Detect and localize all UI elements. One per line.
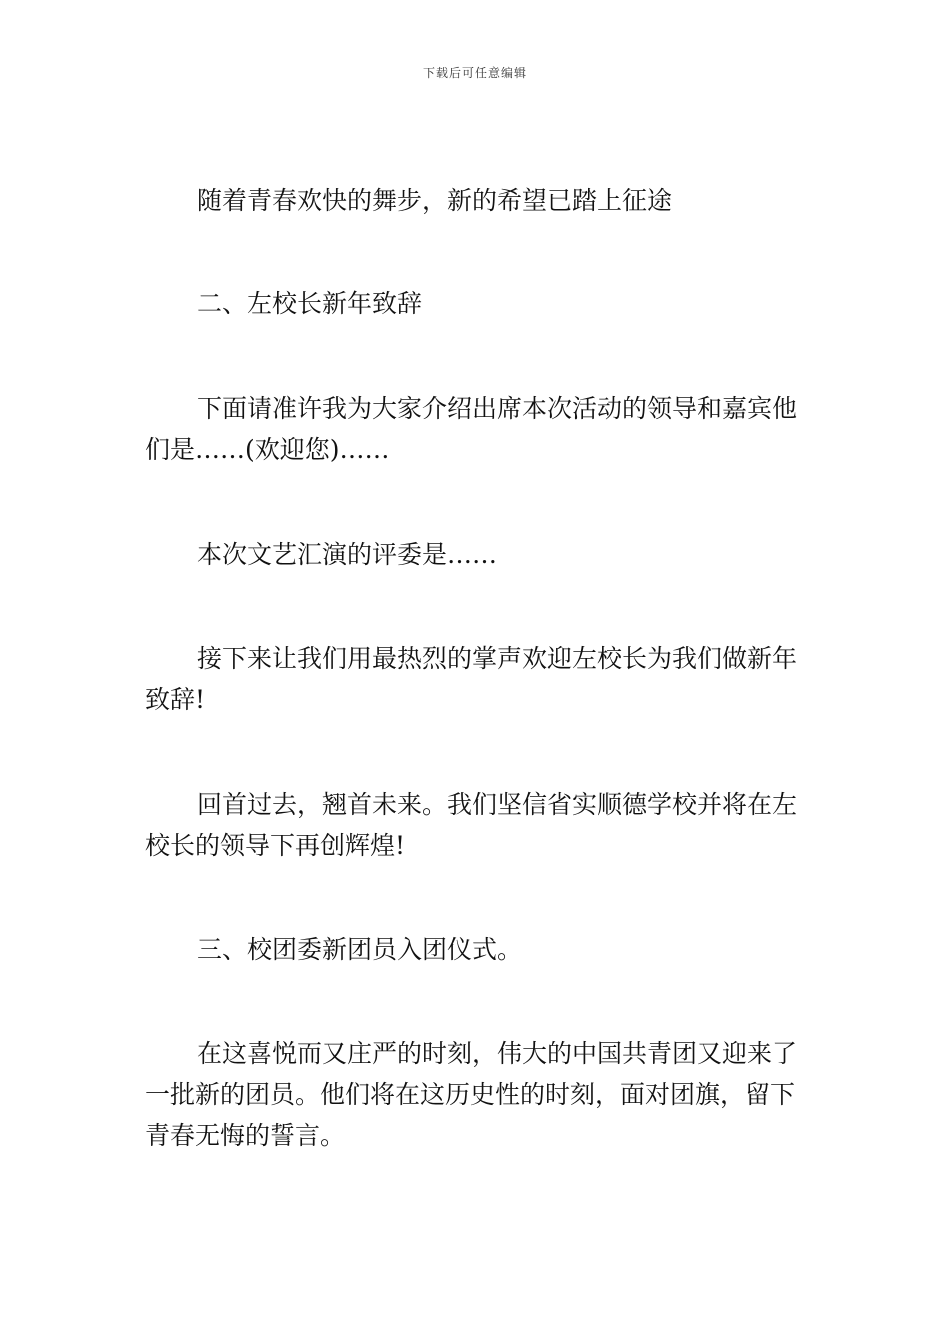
- paragraph-judges: 本次文艺汇演的评委是……: [197, 540, 498, 569]
- paragraph-opening-line: 随着青春欢快的舞步，新的希望已踏上征途: [197, 186, 673, 215]
- section-heading-new-year-speech: 二、左校长新年致辞: [197, 289, 423, 318]
- paragraph-introduce-guests: 下面请准许我为大家介绍出席本次活动的领导和嘉宾他们是……(欢迎您)……: [145, 394, 798, 464]
- paragraph-welcome-principal: 接下来让我们用最热烈的掌声欢迎左校长为我们做新年致辞!: [145, 644, 798, 714]
- paragraph-new-members: 在这喜悦而又庄严的时刻，伟大的中国共青团又迎来了一批新的团员。他们将在这历史性的时刻，面对团旗，留下青春无悔的誓言。: [145, 1039, 798, 1150]
- paragraph-look-back: 回首过去，翘首未来。我们坚信省实顺德学校并将在左校长的领导下再创辉煌!: [145, 790, 798, 860]
- document-body: [145, 180, 810, 1219]
- page-header: 下载后可任意编辑: [422, 66, 527, 80]
- section-heading-league-ceremony: 三、校团委新团员入团仪式。: [197, 935, 523, 964]
